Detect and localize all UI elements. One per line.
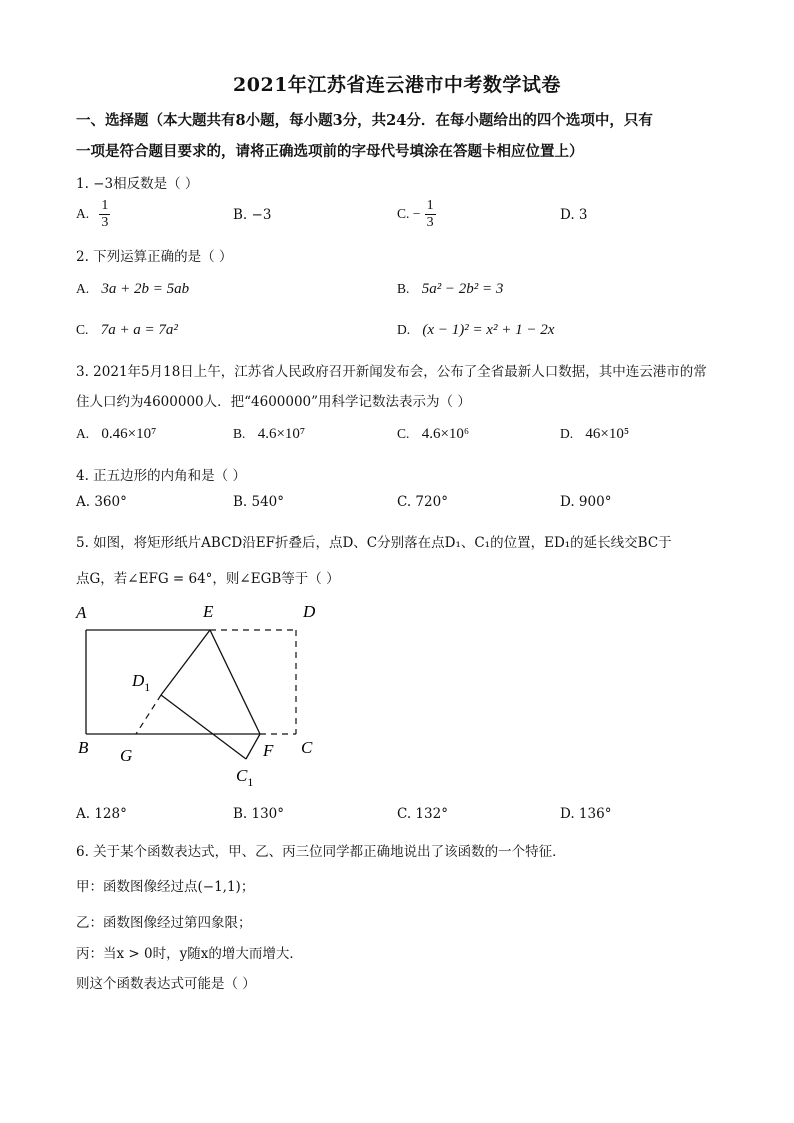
q4-stem: 4. 正五边形的内角和是（ ）: [76, 468, 246, 484]
q1-a-denominator: 3: [101, 215, 109, 230]
label-C1: [236, 766, 253, 789]
q2-option-d-math: (x − 1)² = x² + 1 − 2x: [422, 322, 555, 338]
q4-option-b: B. 540°: [233, 494, 285, 510]
q2-stem: 2. 下列运算正确的是（ ）: [76, 249, 233, 265]
q1-option-a-fraction: [99, 198, 110, 231]
q5-stem-line1: 5. 如图，将矩形纸片ABCD沿EF折叠后，点D、C分别落在点D₁、C₁的位置，ED₁的延长线交BC于: [76, 535, 672, 551]
label-G: G: [120, 746, 133, 765]
segment-D1G-dashed: [136, 695, 161, 734]
q3-option-d-label: D.: [560, 426, 574, 441]
label-F: F: [263, 741, 274, 760]
q5-option-b: B. 130°: [233, 806, 285, 822]
q3-stem-line2: 住人口约为4600000人．把“4600000”用科学记数法表示为（ ）: [76, 394, 471, 410]
q2-option-d: [397, 322, 554, 339]
q2-option-a-label: A.: [76, 281, 90, 296]
q4-option-d: D. 900°: [560, 494, 612, 510]
q1-option-a-label: A.: [76, 206, 90, 221]
q3-option-c-math: 4.6×10⁶: [421, 426, 470, 442]
label-E: E: [203, 602, 214, 621]
q6-stem: 6. 关于某个函数表达式，甲、乙、丙三位同学都正确地说出了该函数的一个特征．: [76, 844, 566, 860]
q2-option-b: [397, 281, 503, 298]
q1-option-c-label: C. −: [397, 206, 421, 221]
q2-option-c-label: C.: [76, 322, 89, 337]
q6-bing: 丙：当x > 0时，y随x的增大而增大．: [76, 946, 303, 962]
page-title: 2021年江苏省连云港市中考数学试卷: [233, 74, 561, 96]
q3-option-b: [233, 426, 305, 443]
q6-jia: 甲：函数图像经过点(−1,1)；: [76, 879, 255, 895]
q3-option-b-label: B.: [233, 426, 246, 441]
segment-C1F: [246, 734, 260, 759]
q2-option-c-math: 7a + a = 7a²: [100, 322, 178, 338]
q3-option-a-math: 0.46×10⁷: [101, 426, 157, 442]
segment-EF: [210, 630, 260, 734]
q1-stem: 1. −3相反数是（ ）: [76, 176, 199, 192]
q2-option-c: [76, 322, 178, 339]
label-C1-sub: 1: [247, 775, 254, 789]
label-D1-main: D: [132, 671, 145, 690]
q1-option-c: [397, 198, 436, 231]
fold-figure: [70, 598, 330, 793]
q1-option-b: B. −3: [233, 207, 272, 223]
q2-option-b-label: B.: [397, 281, 410, 296]
q5-option-d: D. 136°: [560, 806, 612, 822]
q1-option-a: [76, 198, 110, 231]
q2-option-d-label: D.: [397, 322, 411, 337]
label-C: C: [301, 738, 313, 757]
q1-option-c-fraction: [425, 198, 436, 231]
q1-c-denominator: 3: [426, 215, 434, 230]
q3-option-c-label: C.: [397, 426, 410, 441]
q2-option-b-math: 5a² − 2b² = 3: [421, 281, 504, 297]
q3-option-b-math: 4.6×10⁷: [257, 426, 306, 442]
segment-ED1: [161, 630, 210, 695]
q1-a-numerator: 1: [101, 198, 109, 213]
q4-option-c: C. 720°: [397, 494, 448, 510]
label-B: B: [78, 738, 89, 757]
label-A: A: [76, 603, 87, 622]
label-C1-main: C: [236, 766, 248, 785]
q5-option-a: A. 128°: [76, 806, 127, 822]
q5-stem-line2: 点G，若∠EFG = 64°，则∠EGB等于（ ）: [76, 571, 340, 587]
section-heading-line2: 一项是符合题目要求的，请将正确选项前的字母代号填涂在答题卡相应位置上）: [76, 143, 584, 160]
q3-option-a-label: A.: [76, 426, 90, 441]
q3-option-d-math: 46×10⁵: [585, 426, 630, 442]
q6-ask: 则这个函数表达式可能是（ ）: [76, 976, 256, 992]
q1-c-numerator: 1: [426, 198, 434, 213]
q1-option-d: D. 3: [560, 207, 588, 223]
q3-option-a: [76, 426, 156, 443]
q3-option-d: [560, 426, 629, 443]
label-D1-sub: 1: [144, 680, 151, 694]
q4-option-a: A. 360°: [76, 494, 127, 510]
label-D: D: [303, 602, 316, 621]
section-heading-line1: 一、选择题（本大题共有8小题，每小题3分，共24分．在每小题给出的四个选项中，只有: [76, 112, 653, 129]
q6-yi: 乙：函数图像经过第四象限；: [76, 915, 252, 931]
q3-stem-line1: 3. 2021年5月18日上午，江苏省人民政府召开新闻发布会，公布了全省最新人口数据，其中连云港市的常: [76, 364, 707, 380]
q2-option-a-math: 3a + 2b = 5ab: [101, 281, 190, 297]
q3-option-c: [397, 426, 469, 443]
segment-D1C1: [161, 695, 246, 759]
label-D1: [131, 671, 150, 694]
q5-option-c: C. 132°: [397, 806, 448, 822]
q2-option-a: [76, 281, 189, 298]
